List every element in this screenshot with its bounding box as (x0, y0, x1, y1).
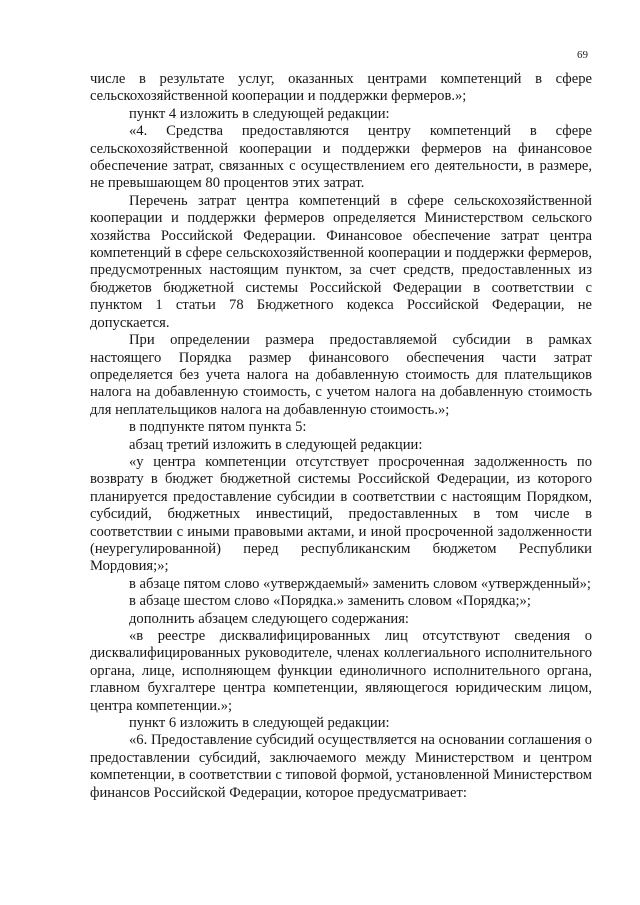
paragraph: дополнить абзацем следующего содержания: (129, 610, 409, 627)
paragraph: «в реестре дисквалифицированных лиц отсутствуют сведения о дисквалифицированных руководителе, членах коллегиального исполнительного органа, лице, исполняющем функции единоличного исполнительного органа, главном бухгалтере центра компетенции, являющегося юридическим лицом, центра компетенции.»; (90, 628, 592, 714)
document-body (90, 71, 592, 802)
paragraph: в подпункте пятом пункта 5: (129, 419, 307, 436)
paragraph: пункт 6 изложить в следующей редакции: (129, 715, 390, 732)
paragraph: пункт 4 изложить в следующей редакции: (129, 105, 390, 122)
paragraph: «4. Средства предоставляются центру компетенций в сфере сельскохозяйственной кооперации и поддержки фермеров на финансовое обеспечение затрат, связанных с осуществлением его деятельности, в размере, не превышающем 80 процентов этих затрат. (90, 123, 592, 192)
paragraph: Перечень затрат центра компетенций в сфере сельскохозяйственной кооперации и поддержки фермеров определяется Министерством сельского хозяйства Российской Федерации. Финансовое обеспечение затрат центра компетенций в сфере сельскохозяйственной кооперации и поддержки фермеров, предусмотренных настоящим пунктом, за счет средств, предоставленных из бюджетов бюджетной системы Российской Федерации в соответствии с пунктом 1 статьи 78 Бюджетного кодекса Российской Федерации, не допускается. (90, 192, 592, 331)
paragraph: При определении размера предоставляемой субсидии в рамках настоящего Порядка размер финансового обеспечения части затрат определяется без учета налога на добавленную стоимость для плательщиков налога на добавленную стоимость, с учетом налога на добавленную стоимость для неплательщиков налога на добавленную стоимость.»; (90, 332, 592, 418)
page-number: 69 (577, 49, 588, 61)
paragraph: в абзаце пятом слово «утверждаемый» заменить словом «утвержденный»; (129, 575, 591, 592)
paragraph: числе в результате услуг, оказанных центрами компетенций в сфере сельскохозяйственной кооперации и поддержки фермеров.»; (90, 71, 592, 105)
paragraph: в абзаце шестом слово «Порядка.» заменить словом «Порядка;»; (129, 593, 531, 610)
paragraph: «6. Предоставление субсидий осуществляется на основании соглашения о предоставлении субсидий, заключаемого между Министерством и центром компетенции, в соответствии с типовой формой, установленной Министерством финансов Российской Федерации, которое предусматривает: (90, 732, 592, 801)
paragraph: «у центра компетенции отсутствует просроченная задолженность по возврату в бюджет бюджетной системы Российской Федерации, из которого планируется предоставление субсидии в соответствии с настоящим Порядком, субсидий, бюджетных инвестиций, предоставленных в том числе в соответствии с иными правовыми актами, и иной просроченной задолженности (неурегулированной) перед республиканским бюджетом Республики Мордовия;»; (90, 453, 592, 575)
paragraph: абзац третий изложить в следующей редакции: (129, 436, 423, 453)
